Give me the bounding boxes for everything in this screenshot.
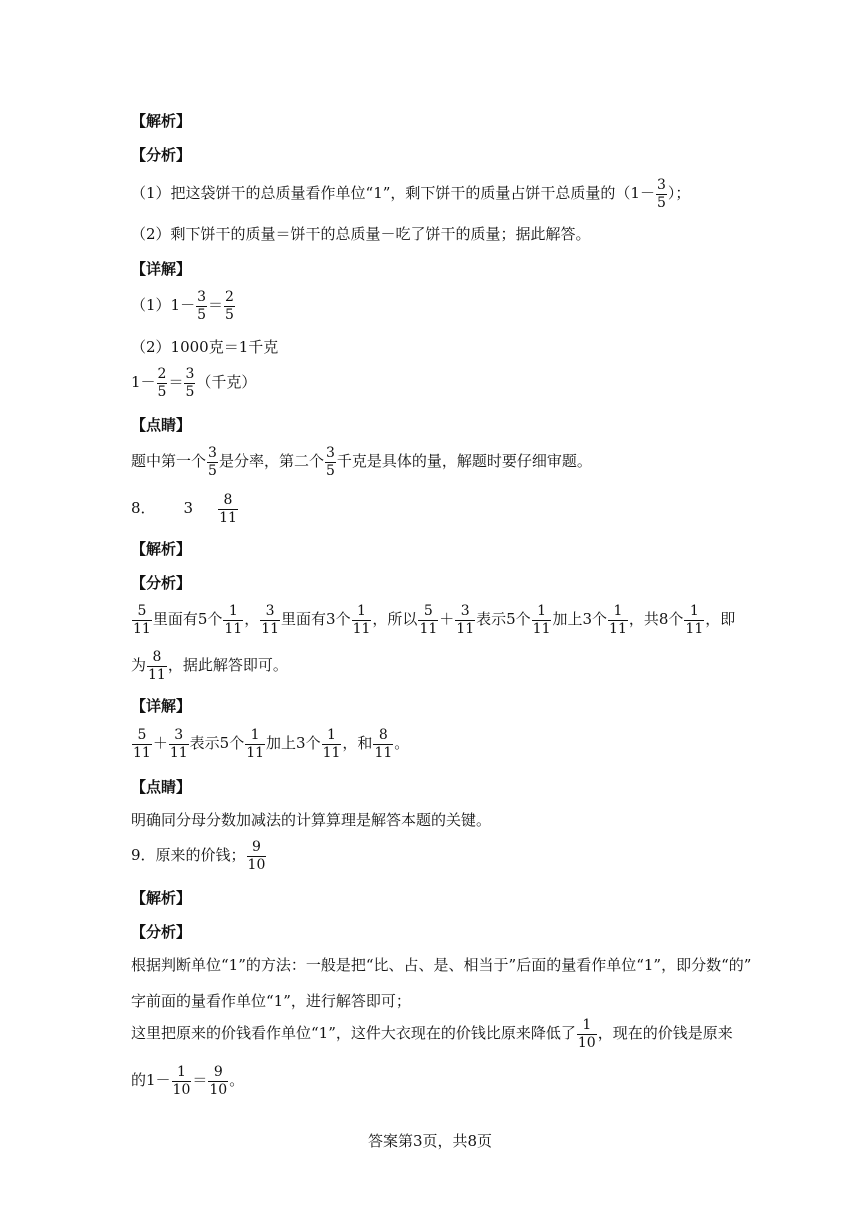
heading-fenxi: 【分析】 (131, 146, 192, 164)
heading-jiexi: 【解析】 (131, 889, 192, 907)
heading-dianjing: 【点睛】 (131, 778, 192, 796)
heading-dianjing: 【点睛】 (131, 416, 192, 434)
fraction-2-5: $\frac{2}{5}$ (225, 289, 234, 323)
fraction-1-10: $\frac{1}{10}$ (172, 1064, 191, 1098)
fraction-3-11: $\frac{3}{11}$ (169, 727, 188, 761)
q9-analysis-line-4: 的1－ $\frac{1}{10}$ ＝ $\frac{9}{10}$ 。 (131, 1064, 245, 1098)
fraction-8-11: $\frac{8}{11}$ (374, 727, 393, 761)
q9-answer: 9．原来的价钱； $\frac{9}{10}$ (131, 839, 266, 873)
fraction-5-11: $\frac{5}{11}$ (133, 603, 151, 637)
fraction-3-5: $\frac{3}{5}$ (656, 177, 666, 211)
fraction-3-11: $\frac{3}{11}$ (456, 603, 475, 637)
fraction-1-11: $\frac{1}{11}$ (322, 727, 341, 761)
fraction-3-11: $\frac{3}{11}$ (261, 603, 280, 637)
fraction-3-5: $\frac{3}{5}$ (208, 445, 217, 479)
fraction-1-11: $\frac{1}{11}$ (532, 603, 551, 637)
q7-detail-line-3: 1－ $\frac{2}{5}$ ＝ $\frac{3}{5}$ （千克） (131, 366, 257, 400)
fraction-9-10: $\frac{9}{10}$ (209, 1064, 228, 1098)
q7-analysis-line-1: （1）把这袋饼干的总质量看作单位“1”，剩下饼干的质量占饼干总质量的（1－ $\frac{3}{5}$ ）； (131, 177, 691, 211)
q7-analysis-line-2: （2）剩下饼干的质量＝饼干的总质量－吃了饼干的质量；据此解答。 (131, 225, 591, 243)
fraction-8-11: $\frac{8}{11}$ (148, 649, 166, 683)
heading-xiangjie: 【详解】 (131, 697, 192, 715)
fraction-3-5: $\frac{3}{5}$ (185, 366, 195, 400)
fraction-5-11: $\frac{5}{11}$ (419, 603, 438, 637)
heading-fenxi: 【分析】 (131, 574, 192, 592)
q9-analysis-line-3: 这里把原来的价钱看作单位“1”，这件大衣现在的价钱比原来降低了 $\frac{1}{10}$ ，现在的价钱是原来 (131, 1017, 733, 1051)
fraction-1-11: $\frac{1}{11}$ (224, 603, 243, 637)
fraction-1-11: $\frac{1}{11}$ (685, 603, 704, 637)
heading-jiexi: 【解析】 (131, 540, 192, 558)
q9-analysis-line-1: 根据判断单位“1”的方法：一般是把“比、占、是、相当于”后面的量看作单位“1”，即分数“的” (131, 956, 752, 974)
q8-detail: $\frac{5}{11}$ ＋ $\frac{3}{11}$ 表示5个 $\frac{1}{11}$ 加上3个 $\frac{1}{11}$ ，和 $\frac{8}{11}$ 。 (133, 727, 410, 761)
q8-analysis-line-1: $\frac{5}{11}$ 里面有5个 $\frac{1}{11}$ ， $\frac{3}{11}$ 里面有3个 $\frac{1}{11}$ ，所以 $\frac{5}{11}$ ＋ $\frac{3}{11}$ 表示5个 $\frac{1}{11}$ 加上3个 $\frac{1}{11}$ ，共8个 $\frac{1}{11}$ ，即 (133, 603, 736, 637)
fraction-3-5: $\frac{3}{5}$ (197, 289, 207, 323)
heading-jiexi: 【解析】 (131, 112, 192, 130)
page-footer: 答案第3页，共8页 (367, 1132, 493, 1150)
fraction-3-5: $\frac{3}{5}$ (325, 445, 335, 479)
heading-xiangjie: 【详解】 (131, 260, 192, 278)
q9-analysis-line-2: 字前面的量看作单位“1”，进行解答即可； (131, 992, 411, 1010)
q7-tip: 题中第一个 $\frac{3}{5}$ 是分率，第二个 $\frac{3}{5}$ 千克是具体的量，解题时要仔细审题。 (131, 445, 592, 479)
fraction-1-11: $\frac{1}{11}$ (352, 603, 371, 637)
fraction-8-11: $\frac{8}{11}$ (219, 492, 237, 526)
fraction-1-11: $\frac{1}{11}$ (246, 727, 265, 761)
fraction-1-10: $\frac{1}{10}$ (577, 1017, 596, 1051)
fraction-1-11: $\frac{1}{11}$ (609, 603, 627, 637)
q8-analysis-line-2: 为 $\frac{8}{11}$ ，据此解答即可。 (131, 649, 288, 683)
q7-detail-line-2: （2）1000克＝1千克 (131, 338, 279, 356)
heading-fenxi: 【分析】 (131, 923, 192, 941)
q8-tip: 明确同分母分数加减法的计算算理是解答本题的关键。 (131, 811, 492, 829)
fraction-5-11: $\frac{5}{11}$ (133, 727, 151, 761)
q8-answer: 8． 3 $\frac{8}{11}$ (131, 492, 237, 526)
fraction-9-10: $\frac{9}{10}$ (247, 839, 266, 873)
q7-detail-line-1: （1）1－ $\frac{3}{5}$ ＝ $\frac{2}{5}$ (131, 289, 234, 323)
fraction-2-5: $\frac{2}{5}$ (157, 366, 167, 400)
